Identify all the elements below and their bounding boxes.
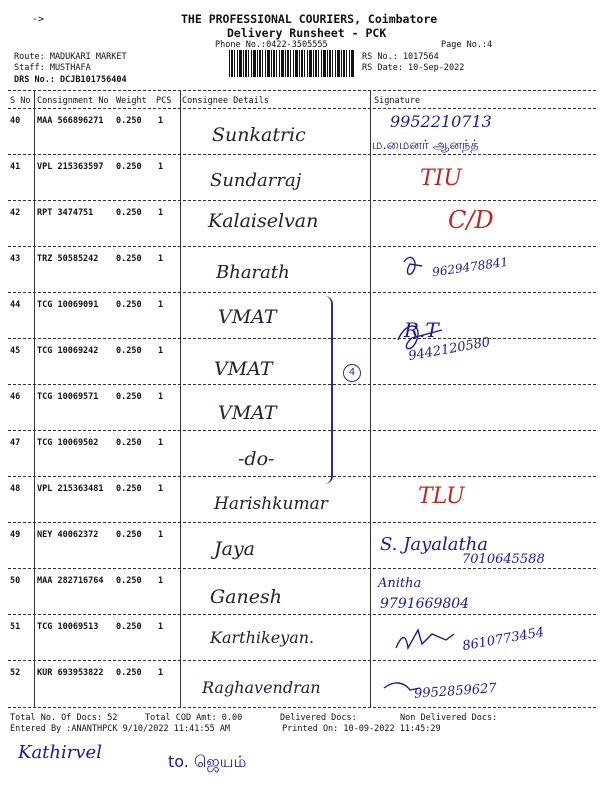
row-weight: 0.250	[116, 438, 142, 448]
signature: TIU	[420, 166, 462, 191]
entered-by: Entered By :ANANTHPCK 9/10/2022 11:41:55 AM	[10, 724, 231, 734]
row-consignment: MAA 282716764	[37, 576, 104, 586]
row-rule	[8, 200, 596, 201]
row-weight: 0.250	[116, 346, 142, 356]
row-consignment: TCG 10069091	[37, 300, 99, 310]
handwritten-consignee: Jaya	[214, 538, 256, 560]
delivered-docs: Delivered Docs:	[280, 713, 357, 723]
group-count-mark: 4	[343, 364, 361, 382]
signature: 9791669804	[380, 596, 470, 612]
row-rule	[8, 246, 596, 247]
signature: S. Jayalatha	[380, 534, 489, 555]
row-rule	[8, 476, 596, 477]
signature: R.T	[404, 318, 439, 342]
row-sno: 48	[10, 484, 21, 494]
column-header-rule	[8, 108, 596, 109]
row-consignment: VPL 215363597	[37, 162, 104, 172]
row-sno: 51	[10, 622, 21, 632]
handwritten-consignee: Harishkumar	[214, 494, 328, 514]
row-sno: 49	[10, 530, 21, 540]
col-pcs: PCS	[156, 96, 172, 106]
row-pcs: 1	[158, 438, 164, 448]
row-weight: 0.250	[116, 622, 142, 632]
table-bottom-rule	[8, 707, 596, 708]
signature: C/D	[448, 206, 494, 234]
row-weight: 0.250	[116, 208, 142, 218]
row-sno: 47	[10, 438, 21, 448]
row-consignment: NEY 40062372	[37, 530, 99, 540]
non-delivered-docs: Non Delivered Docs:	[400, 713, 498, 723]
handwritten-consignee: Ganesh	[210, 586, 282, 608]
company-title: THE PROFESSIONAL COURIERS, Coimbatore	[181, 12, 438, 26]
rs-number: RS No.: 1017564	[362, 52, 439, 62]
row-rule	[8, 292, 596, 293]
row-weight: 0.250	[116, 576, 142, 586]
phone-number: Phone No.:0422-3505555	[215, 40, 328, 50]
row-weight: 0.250	[116, 668, 142, 678]
handwritten-consignee: Kalaiselvan	[208, 210, 319, 232]
signature-scribble	[396, 630, 454, 648]
row-pcs: 1	[158, 208, 164, 218]
corner-mark: ->	[32, 14, 45, 25]
row-sno: 41	[10, 162, 21, 172]
row-consignment: TCG 10069513	[37, 622, 99, 632]
handwritten-consignee: Sunkatric	[212, 124, 306, 146]
printed-on: Printed On: 10-09-2022 11:45:29	[282, 724, 441, 734]
row-weight: 0.250	[116, 530, 142, 540]
signature: 9952859627	[413, 681, 498, 702]
col-sno: S No	[10, 96, 31, 106]
handwritten-consignee: VMAT	[214, 358, 273, 380]
row-rule	[8, 614, 596, 615]
row-rule	[8, 430, 596, 431]
row-sno: 43	[10, 254, 21, 264]
row-pcs: 1	[158, 254, 164, 264]
row-rule	[8, 154, 596, 155]
row-rule	[8, 338, 596, 339]
signature: Anitha	[378, 576, 422, 591]
row-sno: 50	[10, 576, 21, 586]
footer-signature: to. ஜெயம்	[168, 752, 247, 771]
page-number: Page No.:4	[441, 40, 493, 50]
row-sno: 42	[10, 208, 21, 218]
handwritten-consignee: Karthikeyan.	[210, 628, 315, 647]
signature: 9952210713	[390, 112, 492, 131]
row-pcs: 1	[158, 116, 164, 126]
row-consignment: RPT 3474751	[37, 208, 94, 218]
row-weight: 0.250	[116, 300, 142, 310]
row-sno: 44	[10, 300, 21, 310]
row-sno: 40	[10, 116, 21, 126]
row-weight: 0.250	[116, 162, 142, 172]
signature: 9442120580	[407, 334, 492, 365]
footer-signature: Kathirvel	[18, 742, 102, 763]
signature: ம.மைனர் ஆனந்த்	[372, 138, 479, 153]
signature: TLU	[418, 484, 465, 509]
row-pcs: 1	[158, 530, 164, 540]
row-consignment: MAA 566896271	[37, 116, 104, 126]
row-consignment: TCG 10069502	[37, 438, 99, 448]
handwritten-consignee: -do-	[238, 448, 275, 470]
row-rule	[8, 384, 596, 385]
col-consignment: Consignment No	[37, 96, 109, 106]
row-weight: 0.250	[116, 116, 142, 126]
row-pcs: 1	[158, 162, 164, 172]
row-rule	[8, 568, 596, 569]
row-pcs: 1	[158, 668, 164, 678]
row-pcs: 1	[158, 392, 164, 402]
staff: Staff: MUSTHAFA	[14, 63, 91, 73]
row-weight: 0.250	[116, 484, 142, 494]
row-pcs: 1	[158, 346, 164, 356]
col-weight: Weight	[116, 96, 147, 106]
row-pcs: 1	[158, 300, 164, 310]
drs-number: DRS No.: DCJB101756404	[14, 75, 127, 85]
total-cod: Total COD Amt: 0.00	[145, 713, 243, 723]
handwritten-consignee: Bharath	[216, 262, 290, 283]
col-signature: Signature	[374, 96, 421, 106]
row-consignment: TCG 10069242	[37, 346, 99, 356]
total-docs: Total No. Of Docs: 52	[10, 713, 118, 723]
signature: 7010645588	[462, 552, 545, 567]
header-rule	[8, 90, 596, 91]
route: Route: MADUKARI MARKET	[14, 52, 127, 62]
col-consignee: Consignee Details	[182, 96, 269, 106]
row-pcs: 1	[158, 484, 164, 494]
row-consignment: VPL 215363481	[37, 484, 104, 494]
row-sno: 46	[10, 392, 21, 402]
row-pcs: 1	[158, 622, 164, 632]
runsheet-title: Delivery Runsheet - PCK	[227, 26, 387, 40]
row-sno: 45	[10, 346, 21, 356]
row-pcs: 1	[158, 576, 164, 586]
row-weight: 0.250	[116, 392, 142, 402]
handwritten-consignee: Raghavendran	[202, 678, 321, 697]
signature: 8610773454	[461, 624, 546, 655]
row-consignment: TCG 10069571	[37, 392, 99, 402]
signature-scribble	[404, 257, 422, 274]
row-consignment: KUR 693953822	[37, 668, 104, 678]
row-rule	[8, 522, 596, 523]
handwritten-consignee: Sundarraj	[210, 170, 302, 191]
rs-date: RS Date: 10-Sep-2022	[362, 63, 465, 73]
row-weight: 0.250	[116, 254, 142, 264]
group-bracket	[319, 296, 333, 484]
handwritten-consignee: VMAT	[218, 306, 277, 328]
signature: 9629478841	[431, 254, 509, 280]
row-consignment: TRZ 50585242	[37, 254, 99, 264]
row-sno: 52	[10, 668, 21, 678]
barcode	[229, 50, 355, 77]
handwritten-consignee: VMAT	[218, 402, 277, 424]
row-rule	[8, 660, 596, 661]
